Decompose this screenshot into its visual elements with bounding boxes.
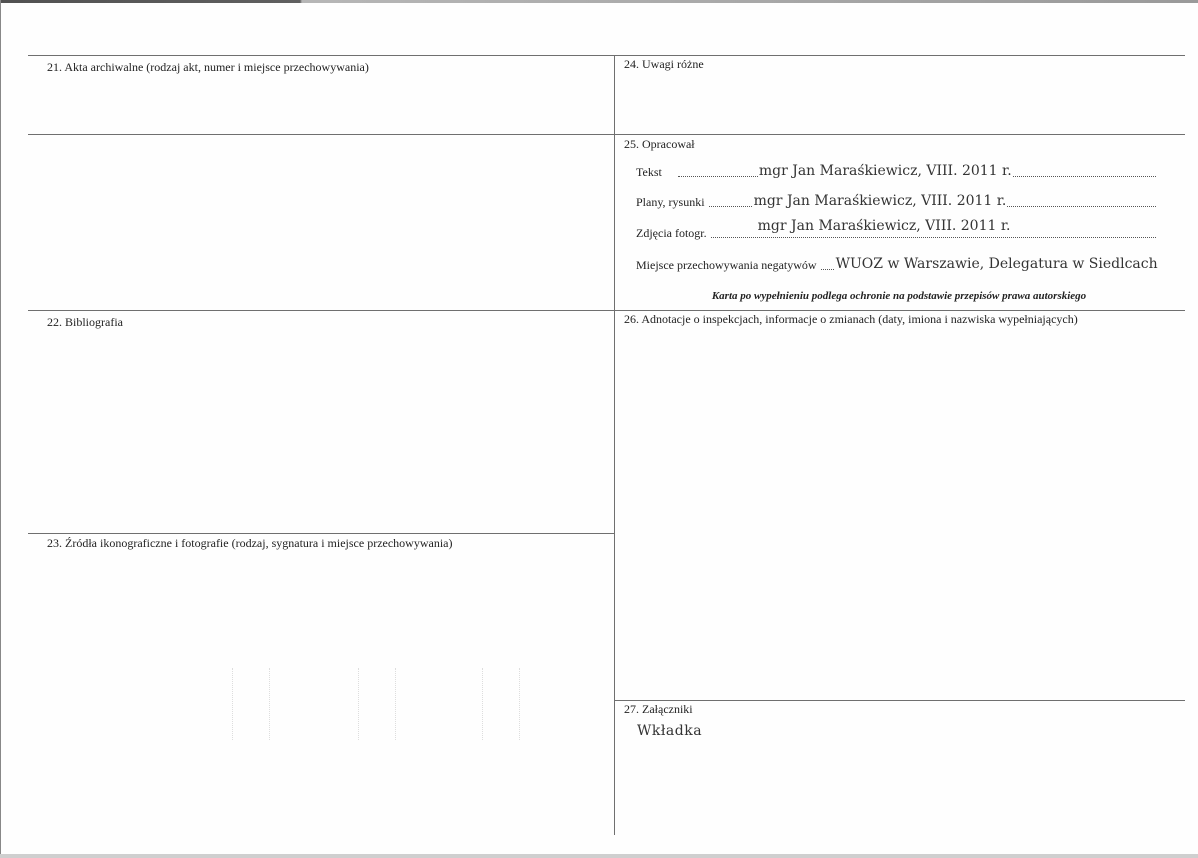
dotted-line <box>821 255 1156 270</box>
bleed-through-mark <box>232 668 270 740</box>
prepared-plans-row <box>636 192 1158 209</box>
prepared-text-row <box>636 162 1158 179</box>
prepared-photos-row <box>636 218 1158 240</box>
dotted-line <box>711 218 1156 238</box>
bleed-through-mark <box>482 668 520 740</box>
prepared-plans-label: Plany, rysunki <box>636 195 705 209</box>
prepared-text-value: mgr Jan Maraśkiewicz, VIII. 2011 r. <box>758 163 1012 179</box>
prepared-plans-value: mgr Jan Maraśkiewicz, VIII. 2011 r. <box>753 193 1007 209</box>
copyright-note: Karta po wypełnieniu podlega ochronie na podstawie przepisów prawa autorskiego <box>711 290 1087 302</box>
section-23-label: 23. Źródła ikonograficzne i fotografie (rodzaj, sygnatura i miejsce przechowywania) <box>47 536 453 550</box>
prepared-text-label: Tekst <box>636 165 662 179</box>
rule-after-22 <box>28 533 614 534</box>
rule-top <box>28 55 1185 56</box>
rule-center <box>614 55 615 835</box>
dotted-line <box>678 162 1156 177</box>
scan-top-edge <box>0 0 1198 3</box>
section-24-label: 24. Uwagi różne <box>624 57 704 71</box>
section-22-label: 22. Bibliografia <box>47 315 123 329</box>
dotted-line <box>709 192 1156 207</box>
negatives-location-value: WUOZ w Warszawie, Delegatura w Siedlcach <box>835 256 1158 272</box>
prepared-photos-value: mgr Jan Maraśkiewicz, VIII. 2011 r. <box>757 218 1011 234</box>
section-27-label: 27. Załączniki <box>624 702 693 716</box>
negatives-location-label: Miejsce przechowywania negatywów <box>636 258 817 272</box>
attachments-value: Wkładka <box>637 723 703 739</box>
rule-after-26 <box>614 700 1185 701</box>
scan-bottom-edge <box>0 854 1198 858</box>
section-21-label: 21. Akta archiwalne (rodzaj akt, numer i miejsce przechowywania) <box>47 60 369 74</box>
bleed-through-mark <box>358 668 396 740</box>
rule-after-25 <box>28 310 1185 311</box>
rule-after-24 <box>28 134 1185 135</box>
section-25-label: 25. Opracował <box>624 137 695 151</box>
section-26-label: 26. Adnotacje o inspekcjach, informacje o zmianach (daty, imiona i nazwiska wypełniających) <box>624 312 1078 326</box>
prepared-photos-label: Zdjęcia fotogr. <box>636 226 707 240</box>
negatives-location-row <box>636 255 1158 272</box>
scan-left-edge <box>0 0 1 858</box>
